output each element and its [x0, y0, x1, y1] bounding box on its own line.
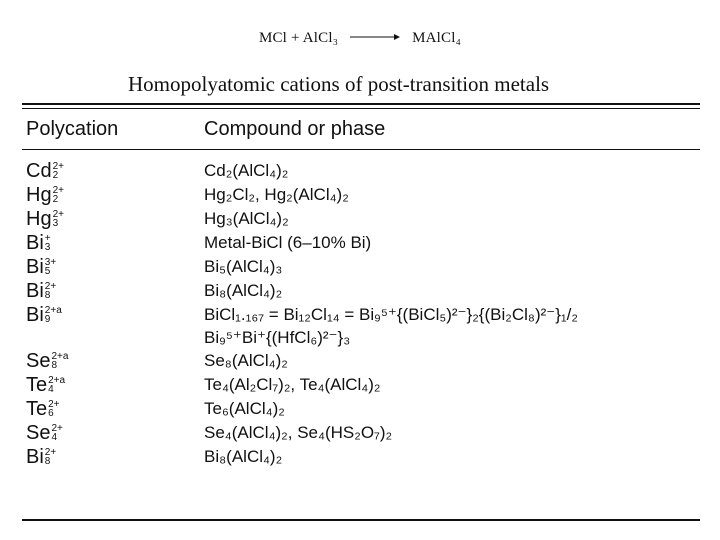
header-polycation: Polycation: [26, 118, 119, 140]
polycation-element: Hg: [26, 184, 52, 206]
top-rule-thin: [22, 108, 700, 109]
compound-cell: Bi₅(AlCl₄)₃: [204, 257, 283, 276]
polycation-cell: [26, 160, 64, 183]
polycation-count: 3: [44, 241, 51, 253]
polycation-cell: [26, 184, 64, 207]
table-row: [0, 280, 720, 304]
polycation-count: 6: [48, 407, 54, 419]
table-row: [0, 304, 720, 350]
compound-cell: Te₄(Al₂Cl₇)₂, Te₄(AlCl₄)₂: [204, 375, 381, 394]
polycation-charge: 2+a: [44, 305, 62, 317]
reaction-equation: [0, 30, 720, 47]
header-compound: Compound or phase: [204, 118, 386, 140]
header-rule: [22, 149, 700, 150]
polycation-charge: 2+: [52, 209, 64, 221]
polycation-cell: [26, 374, 65, 397]
polycation-charge: 2+: [51, 423, 63, 435]
polycation-element: Cd: [26, 160, 52, 182]
compound-cell: Cd₂(AlCl₄)₂: [204, 161, 289, 180]
polycation-element: Se: [26, 350, 51, 372]
polycation-count: 8: [51, 359, 58, 371]
table-row: [0, 398, 720, 422]
polycation-element: Bi: [26, 256, 44, 278]
polycation-charge: 2+a: [51, 351, 69, 363]
compound-cell: Metal-BiCl (6–10% Bi): [204, 233, 372, 252]
compound-cell: BiCl₁.₁₆₇ = Bi₁₂Cl₁₄ = Bi₉⁵⁺{(BiCl₅)²⁻}₂{(Bi₂Cl₈)²⁻}₁/₂: [204, 305, 578, 324]
polycation-element: Bi: [26, 232, 44, 254]
reaction-arrow-icon: [350, 30, 400, 47]
compound-cell-continued: Bi₉⁵⁺Bi⁺{(HfCl₆)²⁻}₃: [204, 328, 351, 347]
polycation-element: Hg: [26, 208, 52, 230]
polycation-count: 2: [52, 169, 59, 181]
polycation-element: Te: [26, 398, 48, 420]
table-body: [0, 160, 720, 470]
polycation-charge: 3+: [44, 257, 57, 269]
polycation-count: 3: [52, 217, 59, 229]
polycation-count: 4: [48, 383, 54, 395]
table-row: [0, 446, 720, 470]
polycation-cell: [26, 304, 62, 327]
reaction-left: MCl + AlCl₃: [258, 30, 339, 46]
compound-cell: Hg₃(AlCl₄)₂: [204, 209, 289, 228]
polycation-count: 9: [44, 313, 51, 325]
polycation-cell: [26, 208, 64, 231]
top-rule: [22, 103, 700, 105]
polycation-cell: [26, 256, 56, 279]
compound-cell: Hg₂Cl₂, Hg₂(AlCl₄)₂: [204, 185, 349, 204]
polycation-element: Bi: [26, 280, 44, 302]
polycation-count: 4: [51, 431, 58, 443]
table-row: [0, 374, 720, 398]
polycation-cell: [26, 398, 60, 421]
polycation-cell: [26, 422, 63, 445]
polycation-charge: 2+: [48, 399, 60, 411]
table-row: [0, 160, 720, 184]
polycation-charge: 2+: [44, 447, 57, 459]
polycation-charge: 2+: [52, 161, 64, 173]
polycation-cell: [26, 232, 51, 255]
table-row: [0, 422, 720, 446]
compound-cell: Bi₈(AlCl₄)₂: [204, 447, 283, 466]
compound-cell: Se₄(AlCl₄)₂, Se₄(HS₂O₇)₂: [204, 423, 393, 442]
polycation-count: 8: [44, 455, 51, 467]
polycation-element: Bi: [26, 304, 44, 326]
reaction-right: MAlCl₄: [412, 30, 462, 46]
polycation-charge: +: [44, 233, 51, 245]
table-row: [0, 350, 720, 374]
polycation-count: 2: [52, 193, 59, 205]
polycation-count: 5: [44, 265, 51, 277]
compound-cell: Se₈(AlCl₄)₂: [204, 351, 288, 370]
bottom-rule: [22, 519, 700, 521]
polycation-element: Bi: [26, 446, 44, 468]
polycation-count: 8: [44, 289, 51, 301]
table-row: [0, 232, 720, 256]
polycation-cell: [26, 446, 56, 469]
polycation-charge: 2+a: [48, 375, 66, 387]
polycation-charge: 2+: [44, 281, 57, 293]
polycation-cell: [26, 350, 68, 373]
polycation-charge: 2+: [52, 185, 64, 197]
table-row: [0, 208, 720, 232]
table-row: [0, 256, 720, 280]
compound-cell: Bi₈(AlCl₄)₂: [204, 281, 283, 300]
compound-cell: Te₆(AlCl₄)₂: [204, 399, 285, 418]
table-title: Homopolyatomic cations of post-transition metals: [128, 72, 550, 96]
table-row: [0, 184, 720, 208]
polycation-element: Te: [26, 374, 48, 396]
polycation-cell: [26, 280, 56, 303]
polycation-element: Se: [26, 422, 51, 444]
